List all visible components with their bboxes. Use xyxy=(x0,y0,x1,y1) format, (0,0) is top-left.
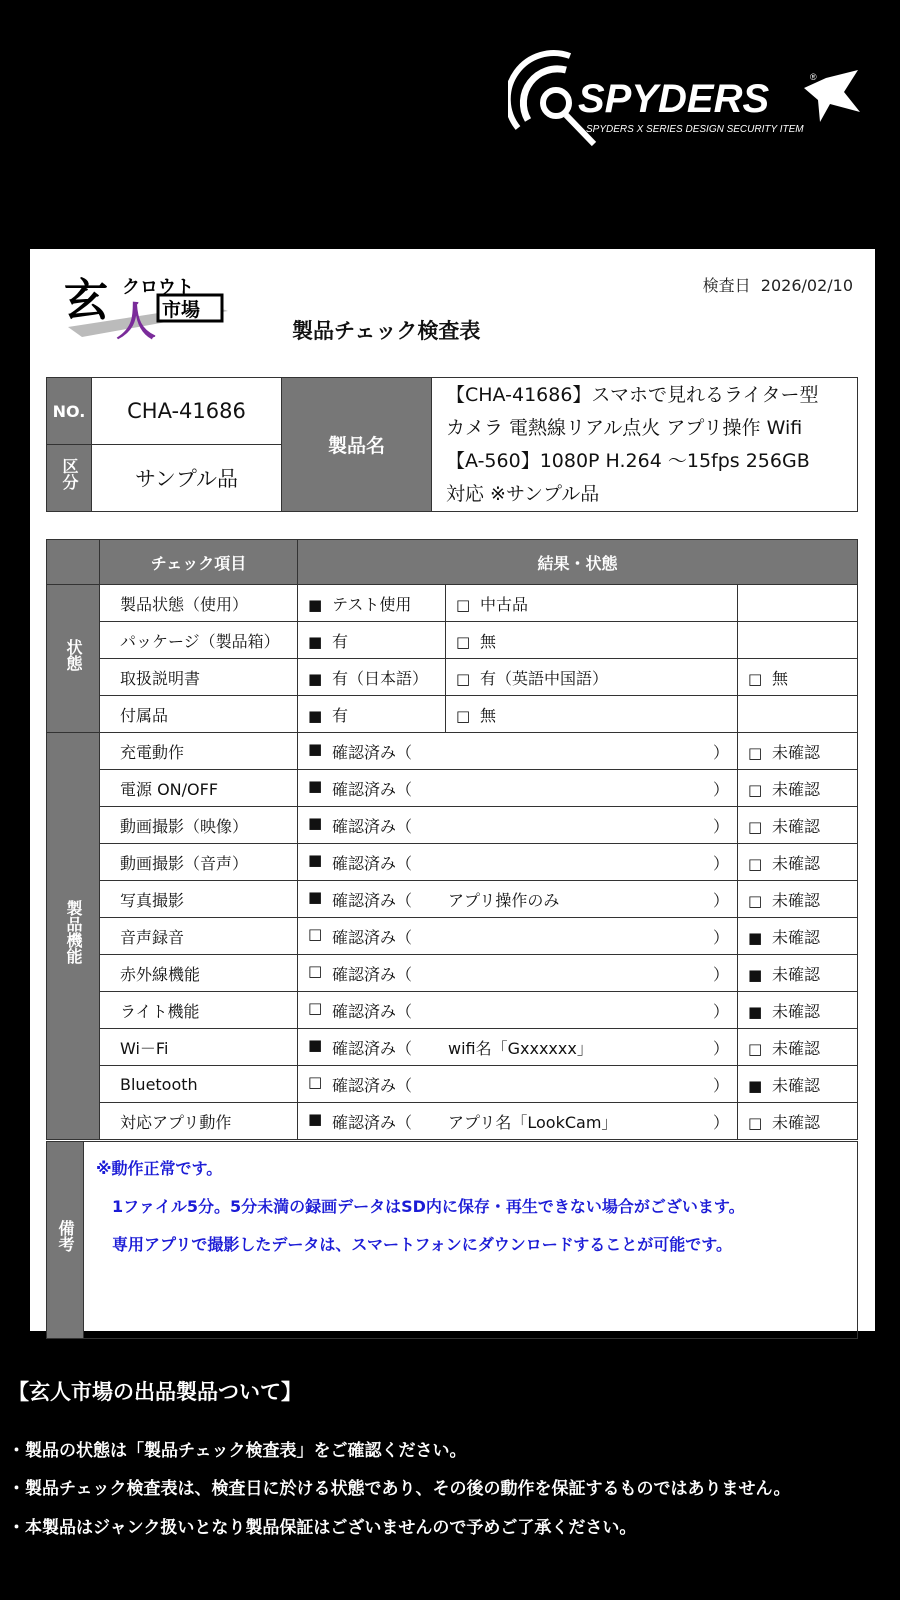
option-label: 有 xyxy=(332,631,349,651)
close-paren: ） xyxy=(712,853,729,873)
function-confirm-cell xyxy=(298,918,738,955)
checkbox-mark: ■ xyxy=(308,1109,323,1128)
no-label: NO. xyxy=(47,378,92,445)
product-info-table xyxy=(46,377,858,512)
svg-text:玄: 玄 xyxy=(64,275,108,326)
function-item: 電源 ON/OFF xyxy=(100,770,298,807)
function-confirm-cell xyxy=(298,881,738,918)
function-item: 赤外線機能 xyxy=(100,955,298,992)
kuroto-logo-icon xyxy=(60,265,235,345)
checkbox-mark: □ xyxy=(456,669,471,688)
unconfirmed-label: 未確認 xyxy=(772,927,821,947)
confirmed-label: 確認済み（ xyxy=(332,1001,413,1021)
unconfirmed-label: 未確認 xyxy=(772,779,821,799)
function-note xyxy=(448,740,713,763)
footer-line: ・製品の状態は「製品チェック検査表」をご確認ください。 xyxy=(8,1441,467,1461)
function-note xyxy=(448,999,713,1022)
checkbox-mark: □ xyxy=(308,1072,323,1091)
function-unconfirmed-cell xyxy=(738,992,858,1029)
status-option xyxy=(298,659,446,696)
checkbox-mark: ■ xyxy=(308,739,323,758)
status-option xyxy=(298,622,446,659)
unconfirmed-label: 未確認 xyxy=(772,964,821,984)
category-value: サンプル品 xyxy=(92,445,282,512)
checkbox-mark: ■ xyxy=(748,965,763,984)
checkbox-mark: □ xyxy=(748,669,763,688)
status-option xyxy=(446,622,738,659)
checkbox-mark: □ xyxy=(308,961,323,980)
col-result-header: 結果・状態 xyxy=(298,540,858,585)
checkbox-mark: □ xyxy=(748,780,763,799)
function-unconfirmed-cell xyxy=(738,1029,858,1066)
function-note xyxy=(448,851,713,874)
function-item: 音声録音 xyxy=(100,918,298,955)
option-label: 無 xyxy=(480,631,497,651)
empty-cell xyxy=(738,585,858,622)
empty-cell xyxy=(738,622,858,659)
function-unconfirmed-cell xyxy=(738,1103,858,1140)
confirmed-label: 確認済み（ xyxy=(332,1038,413,1058)
function-item: 対応アプリ動作 xyxy=(100,1103,298,1140)
status-item: 製品状態（使用） xyxy=(100,585,298,622)
checklist-table xyxy=(46,539,858,1140)
close-paren: ） xyxy=(712,1038,729,1058)
spyders-brand-logo xyxy=(508,48,880,158)
confirmed-label: 確認済み（ xyxy=(332,853,413,873)
status-option xyxy=(446,696,738,733)
section-function xyxy=(47,733,100,1140)
checkbox-mark: □ xyxy=(748,1039,763,1058)
status-option xyxy=(298,585,446,622)
checkbox-mark: ■ xyxy=(748,928,763,947)
status-option xyxy=(738,659,858,696)
checkbox-mark: □ xyxy=(748,891,763,910)
function-note xyxy=(448,925,713,948)
close-paren: ） xyxy=(712,1001,729,1021)
function-confirm-cell xyxy=(298,1066,738,1103)
unconfirmed-label: 未確認 xyxy=(772,816,821,836)
footer-title: 【玄人市場の出品製品ついて】 xyxy=(8,1380,302,1404)
inspection-date xyxy=(703,273,853,296)
checkbox-mark: □ xyxy=(456,595,471,614)
function-item: ライト機能 xyxy=(100,992,298,1029)
function-note: アプリ操作のみ xyxy=(448,890,560,910)
product-name-label: 製品名 xyxy=(282,378,432,512)
close-paren: ） xyxy=(712,1112,729,1132)
function-unconfirmed-cell xyxy=(738,955,858,992)
section-status-label: 状態 xyxy=(64,638,83,671)
unconfirmed-label: 未確認 xyxy=(772,742,821,762)
function-confirm-cell xyxy=(298,1029,738,1066)
unconfirmed-label: 未確認 xyxy=(772,1001,821,1021)
option-label: 有 xyxy=(332,705,349,725)
function-confirm-cell xyxy=(298,1103,738,1140)
close-paren: ） xyxy=(712,816,729,836)
checkbox-mark: ■ xyxy=(308,632,323,651)
confirmed-label: 確認済み（ xyxy=(332,964,413,984)
unconfirmed-label: 未確認 xyxy=(772,890,821,910)
function-confirm-cell xyxy=(298,844,738,881)
option-label: 中古品 xyxy=(480,594,529,614)
remark-line: 1ファイル5分。5分未満の録画データはSD内に保存・再生できない場合がございます。 xyxy=(112,1197,745,1216)
function-unconfirmed-cell xyxy=(738,807,858,844)
option-label: 有（日本語） xyxy=(332,668,429,688)
registered-mark: ® xyxy=(810,72,817,82)
confirmed-label: 確認済み（ xyxy=(332,816,413,836)
close-paren: ） xyxy=(712,890,729,910)
remark-line: 専用アプリで撮影したデータは、スマートフォンにダウンロードすることが可能です。 xyxy=(112,1235,733,1254)
close-paren: ） xyxy=(712,927,729,947)
confirmed-label: 確認済み（ xyxy=(332,742,413,762)
function-unconfirmed-cell xyxy=(738,1066,858,1103)
function-confirm-cell xyxy=(298,733,738,770)
checkbox-mark: ■ xyxy=(308,887,323,906)
footer-line: ・本製品はジャンク扱いとなり製品保証はございませんので予めご了承ください。 xyxy=(8,1518,637,1538)
option-label: 有（英語中国語） xyxy=(480,668,609,688)
checkbox-mark: □ xyxy=(456,706,471,725)
sheet-title: 製品チェック検査表 xyxy=(292,319,481,343)
confirmed-label: 確認済み（ xyxy=(332,1075,413,1095)
category-label-text: 区分 xyxy=(60,458,79,490)
function-note: アプリ名「LookCam」 xyxy=(448,1112,618,1132)
spyders-logo-icon xyxy=(508,48,880,158)
category-label xyxy=(47,445,92,512)
confirmed-label: 確認済み（ xyxy=(332,1112,413,1132)
checkbox-mark: □ xyxy=(748,1113,763,1132)
function-note: wifi名「Gxxxxxx」 xyxy=(448,1038,593,1058)
function-item: Wi－Fi xyxy=(100,1029,298,1066)
product-line: カメラ 電熱線リアル点火 アプリ操作 Wifi xyxy=(446,416,803,439)
checkbox-mark: ■ xyxy=(308,850,323,869)
function-confirm-cell xyxy=(298,807,738,844)
product-line: 【A-560】1080P H.264 ～15fps 256GB xyxy=(446,449,810,472)
checkbox-mark: □ xyxy=(456,632,471,651)
svg-text:クロウト: クロウト xyxy=(122,277,194,298)
section-status xyxy=(47,585,100,733)
unconfirmed-label: 未確認 xyxy=(772,1075,821,1095)
function-unconfirmed-cell xyxy=(738,733,858,770)
function-unconfirmed-cell xyxy=(738,844,858,881)
footer-line: ・製品チェック検査表は、検査日に於ける状態であり、その後の動作を保証するものではありません。 xyxy=(8,1479,791,1499)
remark-line: ※動作正常です。 xyxy=(96,1159,223,1178)
checkbox-mark: ■ xyxy=(748,1076,763,1095)
confirmed-label: 確認済み（ xyxy=(332,890,413,910)
function-note xyxy=(448,814,713,837)
svg-text:市場: 市場 xyxy=(162,299,201,321)
checkbox-mark: ■ xyxy=(748,1002,763,1021)
date-label: 検査日 xyxy=(702,276,751,295)
function-item: 写真撮影 xyxy=(100,881,298,918)
no-value: CHA-41686 xyxy=(92,378,282,445)
checkbox-mark: ■ xyxy=(308,1035,323,1054)
option-label: 無 xyxy=(772,668,789,688)
function-note xyxy=(448,777,713,800)
function-confirm-cell xyxy=(298,992,738,1029)
corner-cell xyxy=(47,540,100,585)
checkbox-mark: □ xyxy=(748,743,763,762)
function-item: 動画撮影（映像） xyxy=(100,807,298,844)
checkbox-mark: □ xyxy=(308,924,323,943)
status-option xyxy=(298,696,446,733)
unconfirmed-label: 未確認 xyxy=(772,853,821,873)
function-item: Bluetooth xyxy=(100,1066,298,1103)
empty-cell xyxy=(738,696,858,733)
checkbox-mark: □ xyxy=(748,817,763,836)
close-paren: ） xyxy=(712,779,729,799)
unconfirmed-label: 未確認 xyxy=(772,1112,821,1132)
function-confirm-cell xyxy=(298,955,738,992)
section-function-label: 製品機能 xyxy=(64,900,83,964)
product-name-value xyxy=(432,378,858,512)
status-item: 取扱説明書 xyxy=(100,659,298,696)
checkbox-mark: ■ xyxy=(308,813,323,832)
function-note xyxy=(448,962,713,985)
checkbox-mark: ■ xyxy=(308,706,323,725)
option-label: 無 xyxy=(480,705,497,725)
function-unconfirmed-cell xyxy=(738,881,858,918)
status-option xyxy=(446,585,738,622)
unconfirmed-label: 未確認 xyxy=(772,1038,821,1058)
remarks-table xyxy=(46,1141,858,1339)
product-line: 対応 ※サンプル品 xyxy=(446,482,600,505)
status-option xyxy=(446,659,738,696)
section-remarks-label: 備考 xyxy=(56,1220,75,1252)
close-paren: ） xyxy=(712,1075,729,1095)
status-item: 付属品 xyxy=(100,696,298,733)
date-value: 2026/02/10 xyxy=(760,276,853,295)
confirmed-label: 確認済み（ xyxy=(332,779,413,799)
brand-name: SPYDERS xyxy=(578,77,770,121)
function-item: 動画撮影（音声） xyxy=(100,844,298,881)
section-remarks xyxy=(47,1142,84,1339)
inspection-sheet xyxy=(30,249,875,1331)
function-confirm-cell xyxy=(298,770,738,807)
kuroto-market-logo xyxy=(60,265,235,345)
checkbox-mark: □ xyxy=(748,854,763,873)
remarks-body xyxy=(84,1142,858,1339)
close-paren: ） xyxy=(712,742,729,762)
checkbox-mark: ■ xyxy=(308,595,323,614)
function-note xyxy=(448,1073,713,1096)
checkbox-mark: ■ xyxy=(308,669,323,688)
checkbox-mark: ■ xyxy=(308,776,323,795)
brand-tagline: SPYDERS X SERIES DESIGN SECURITY ITEM xyxy=(586,124,804,135)
close-paren: ） xyxy=(712,964,729,984)
product-line: 【CHA-41686】スマホで見れるライター型 xyxy=(446,383,819,406)
svg-text:人: 人 xyxy=(116,299,156,345)
status-item: パッケージ（製品箱） xyxy=(100,622,298,659)
function-unconfirmed-cell xyxy=(738,770,858,807)
function-item: 充電動作 xyxy=(100,733,298,770)
col-item-header: チェック項目 xyxy=(100,540,298,585)
checkbox-mark: □ xyxy=(308,998,323,1017)
confirmed-label: 確認済み（ xyxy=(332,927,413,947)
option-label: テスト使用 xyxy=(332,594,412,614)
function-unconfirmed-cell xyxy=(738,918,858,955)
